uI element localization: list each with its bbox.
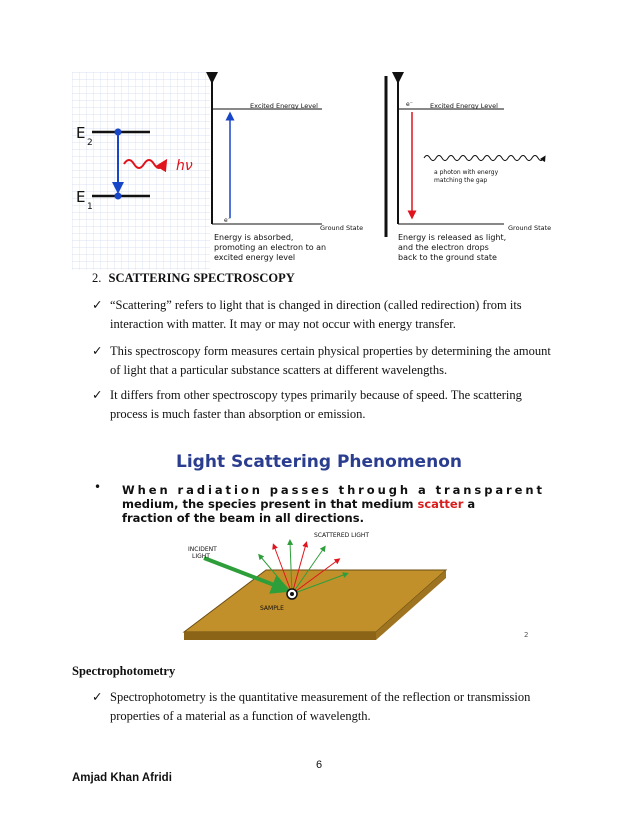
figure2-text-part: medium, the species present in that medium <box>122 497 418 511</box>
bullet-item <box>92 296 564 334</box>
absorption-ground-label: Ground State <box>320 224 364 232</box>
emission-caption-line: back to the ground state <box>398 253 497 262</box>
emission-excited-label: Excited Energy Level <box>430 102 498 110</box>
page-number: 6 <box>315 759 323 771</box>
section-heading <box>92 271 295 286</box>
author-name: Amjad Khan Afridi <box>72 772 172 784</box>
absorption-caption-line: promoting an electron to an <box>214 243 327 252</box>
figure2-corner-number: 2 <box>524 631 529 639</box>
emission-electron-label: e⁻ <box>406 101 413 108</box>
figure2-text-line: fraction of the beam in all directions. <box>122 511 364 525</box>
bullet-item <box>92 688 564 726</box>
light-scattering-figure <box>84 436 554 656</box>
emission-diagram <box>380 72 562 270</box>
two-level-diagram <box>72 72 210 270</box>
absorption-diagram <box>210 72 380 270</box>
figure2-text-line: When radiation passes through a transparent <box>122 483 542 497</box>
section-number: 2. <box>92 271 102 285</box>
bullet-text-line: properties of a material as a function of wavelength. <box>110 709 371 723</box>
check-icon: ✓ <box>92 388 103 402</box>
bullet-item <box>92 386 564 424</box>
bullet-item <box>92 342 564 380</box>
sample-label: SAMPLE <box>260 605 284 612</box>
absorption-electron-label: e⁻ <box>224 217 231 224</box>
bullet-text-line: Spectrophotometry is the quantitative measurement of the reflection or transmission <box>110 690 531 704</box>
absorption-caption-line: Energy is absorbed, <box>214 233 294 242</box>
bullet-text-line: of light that a particular substance scatters at different wavelengths. <box>110 363 448 377</box>
bullet-text-line: interaction with matter. It may or may not occur with energy transfer. <box>110 317 456 331</box>
energy-level-figure <box>72 72 562 270</box>
scatter-word: scatter <box>417 497 464 511</box>
emission-ground-label: Ground State <box>508 224 552 232</box>
figure2-text-part: a <box>463 497 476 511</box>
check-icon: ✓ <box>92 298 103 312</box>
figure2-title: Light Scattering Phenomenon <box>176 452 462 472</box>
incident-label-line: INCIDENT <box>188 546 217 553</box>
bullet-text-line: This spectroscopy form measures certain physical properties by determining the amount <box>110 344 551 358</box>
absorption-caption-line: excited energy level <box>214 253 296 262</box>
photon-label-line: a photon with energy <box>434 169 499 176</box>
incident-label-line: LIGHT <box>192 553 210 560</box>
scattered-label: SCATTERED LIGHT <box>314 532 370 539</box>
e1-subscript: 1 <box>87 202 93 212</box>
figure2-bullet: • <box>94 480 102 494</box>
bullet-text-line: It differs from other spectroscopy types primarily because of speed. The scattering <box>110 388 522 402</box>
e2-subscript: 2 <box>87 138 93 148</box>
bullet-text-line: process is much faster than absorption or emission. <box>110 407 366 421</box>
section-title: SCATTERING SPECTROSCOPY <box>108 271 295 285</box>
e1-label: E <box>76 188 86 206</box>
e2-label: E <box>76 124 86 142</box>
spectrophotometry-heading: Spectrophotometry <box>72 664 176 678</box>
hv-label: hν <box>176 158 193 174</box>
emission-caption-line: Energy is released as light, <box>398 233 507 242</box>
figure2-text-line-2 <box>122 497 475 511</box>
bullet-text-line: “Scattering” refers to light that is changed in direction (called redirection) from its <box>110 298 522 312</box>
emission-caption-line: and the electron drops <box>398 243 489 252</box>
absorption-excited-label: Excited Energy Level <box>250 102 318 110</box>
check-icon: ✓ <box>92 344 103 358</box>
check-icon: ✓ <box>92 690 103 704</box>
photon-label-line: matching the gap <box>434 177 488 184</box>
